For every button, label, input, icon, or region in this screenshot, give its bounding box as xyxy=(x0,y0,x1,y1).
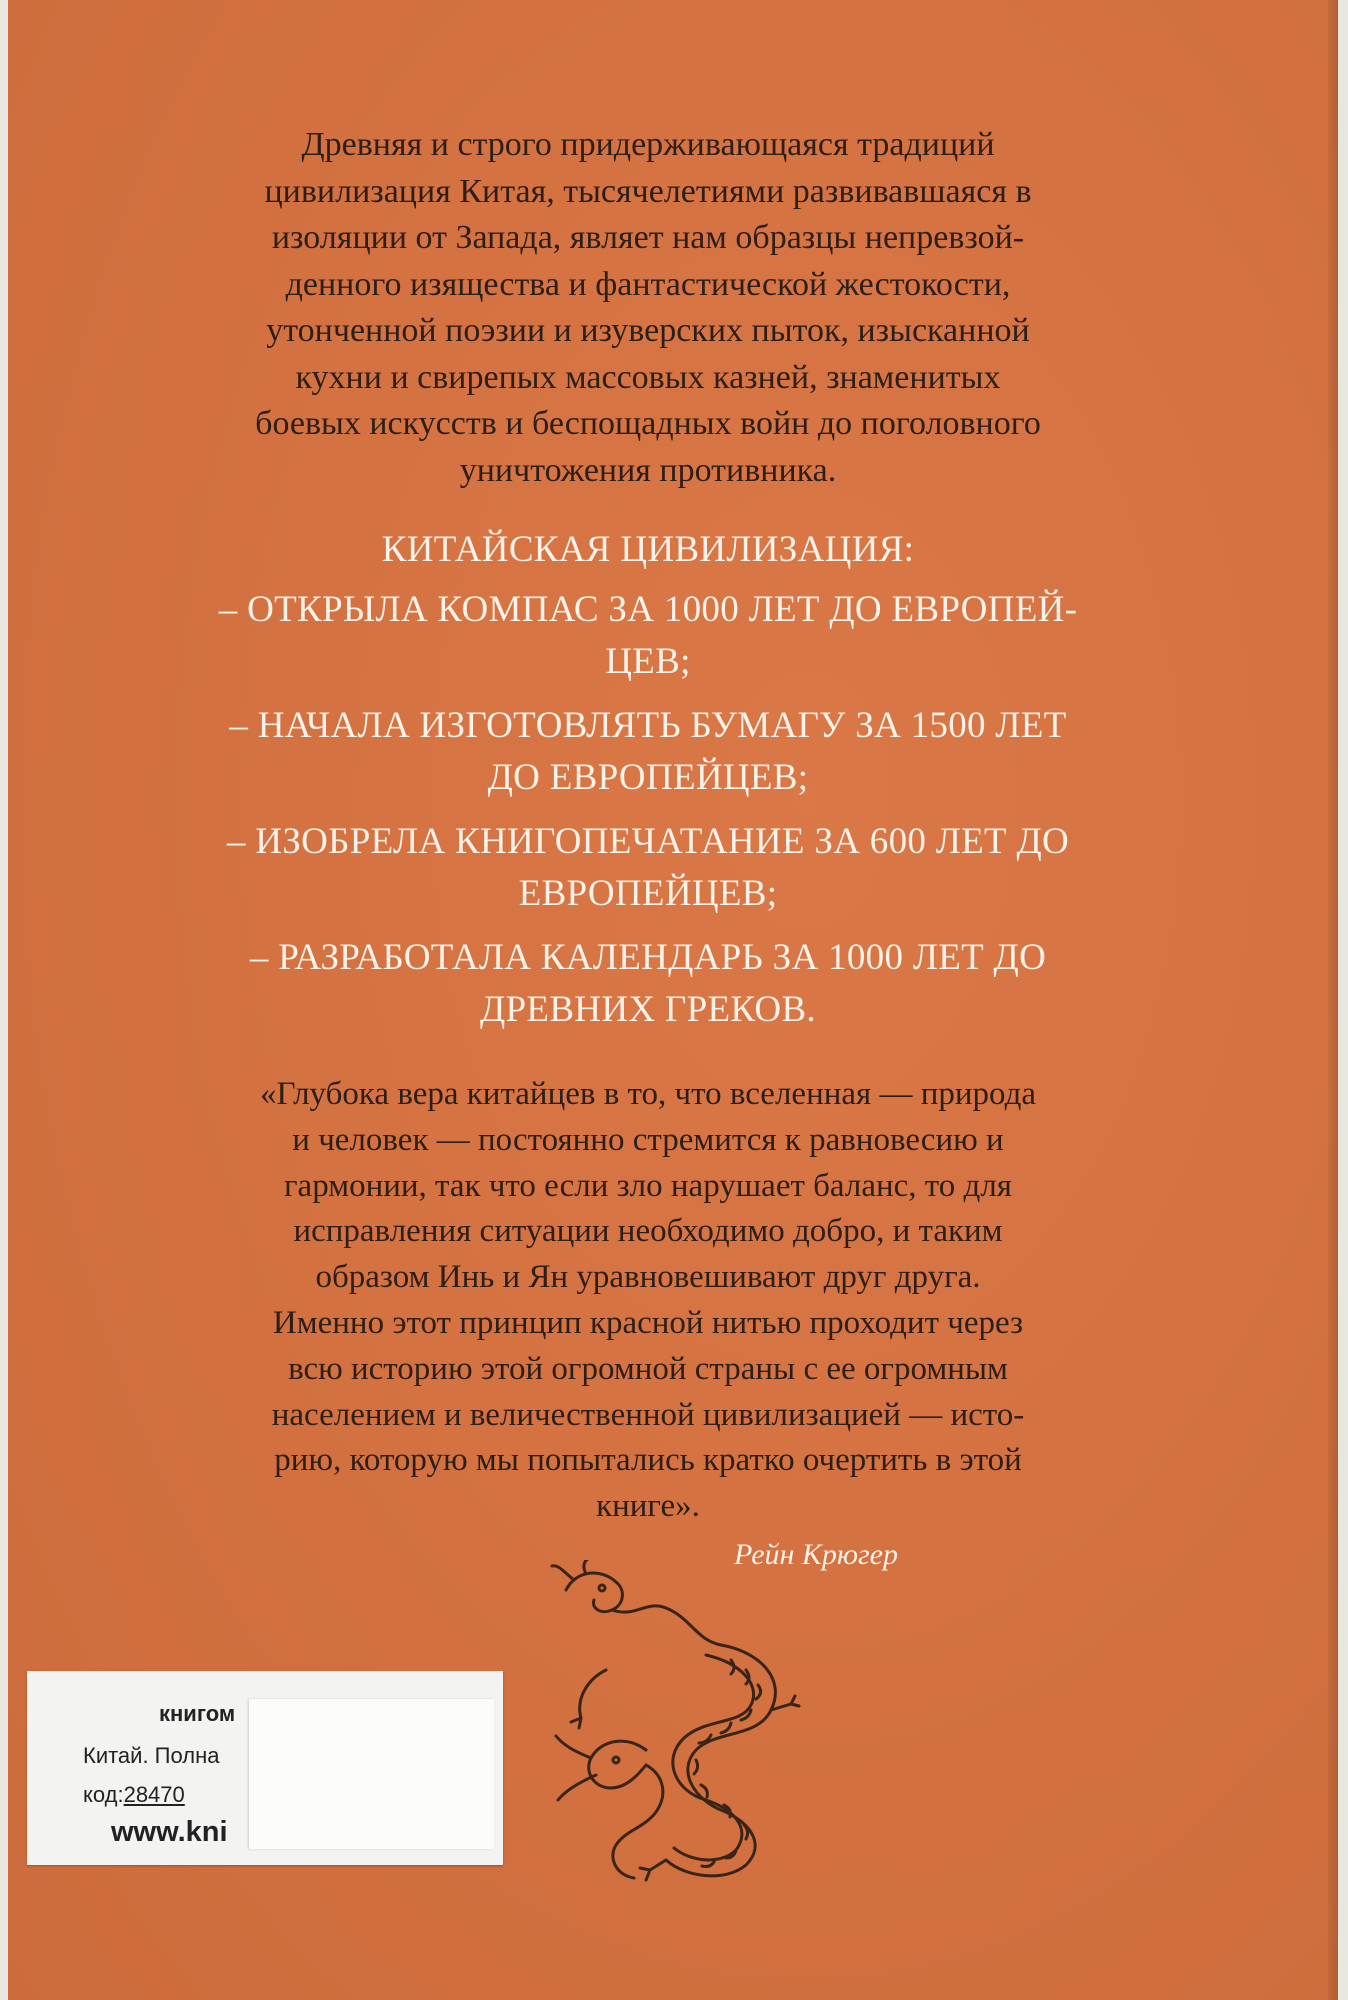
intro-line: денного изящества и фантастической жестокости, xyxy=(285,265,1011,303)
quote-line: исправления ситуации необходимо добро, и таким xyxy=(293,1213,1003,1250)
intro-line: Древняя и строго придерживающаяся традиций xyxy=(301,126,995,163)
quote-line: образом Инь и Ян уравновешивают друг друга. xyxy=(315,1259,981,1296)
intro-line: цивилизация Китая, тысячелетиями развивавшаяся в xyxy=(264,172,1032,210)
achievement-line: ЕВРОПЕЙЦЕВ; xyxy=(518,873,778,914)
quote-line: гармонии, так что если зло нарушает баланс, то для xyxy=(284,1167,1012,1204)
achievement-item xyxy=(158,700,1138,804)
intro-line: изоляции от Запада, являет нам образцы непревзой- xyxy=(271,219,1025,256)
achievement-item xyxy=(158,584,1138,688)
achievement-line: – ИЗОБРЕЛА КНИГОПЕЧАТАНИЕ ЗА 600 ЛЕТ ДО xyxy=(226,821,1070,862)
quote-line: рию, которую мы попытались кратко очертить в этой xyxy=(274,1442,1022,1479)
quote-author: Рейн Крюгер xyxy=(733,1538,898,1571)
achievement-line: – НАЧАЛА ИЗГОТОВЛЯТЬ БУМАГУ ЗА 1500 ЛЕТ xyxy=(229,705,1067,746)
sticker-code xyxy=(83,1782,185,1808)
achievements-heading: КИТАЙСКАЯ ЦИВИЛИЗАЦИЯ: xyxy=(381,529,915,570)
intro-paragraph xyxy=(158,122,1138,494)
sticker-book-title: Китай. Полна xyxy=(83,1743,220,1768)
achievement-line: – РАЗРАБОТАЛА КАЛЕНДАРЬ ЗА 1000 ЛЕТ ДО xyxy=(249,937,1047,978)
achievement-item xyxy=(158,816,1138,920)
quote-line: населением и величественной цивилизацией — исто- xyxy=(271,1396,1025,1433)
sticker-website: www.kni xyxy=(111,1816,228,1848)
sticker-code-value: 28470 xyxy=(123,1782,185,1807)
intro-line: утонченной поэзии и изуверских пыток, изысканной xyxy=(266,312,1030,349)
achievement-line: ЦЕВ; xyxy=(605,641,691,682)
achievement-item xyxy=(158,932,1138,1036)
achievement-line: – ОТКРЫЛА КОМПАС ЗА 1000 ЛЕТ ДО ЕВРОПЕЙ- xyxy=(218,589,1078,630)
quote-line: и человек — постоянно стремится к равновесию и xyxy=(292,1121,1004,1158)
achievements-block xyxy=(158,524,1138,1036)
sticker-store-name: книгом xyxy=(159,1701,236,1726)
quote-line: Именно этот принцип красной нитью проходит через xyxy=(272,1304,1024,1341)
sticker-overlay-paper xyxy=(249,1699,494,1849)
quote-line: книге». xyxy=(596,1488,700,1525)
achievement-line: ДРЕВНИХ ГРЕКОВ. xyxy=(480,989,816,1030)
intro-line: кухни и свирепых массовых казней, знаменитых xyxy=(295,358,1001,396)
achievement-line: ДО ЕВРОПЕЙЦЕВ; xyxy=(487,757,809,798)
quote-line: всю историю этой огромной страны с ее огромным xyxy=(288,1350,1008,1387)
sticker-code-label: код: xyxy=(83,1782,124,1807)
quote-paragraph xyxy=(158,1072,1138,1530)
quote-line: «Глубока вера китайцев в то, что вселенная — природа xyxy=(259,1076,1037,1112)
dragon-illustration-icon xyxy=(546,1560,826,1890)
price-sticker xyxy=(27,1671,503,1865)
intro-line: уничтожения противника. xyxy=(459,451,837,489)
intro-line: боевых искусств и беспощадных войн до поголовного xyxy=(255,405,1041,442)
